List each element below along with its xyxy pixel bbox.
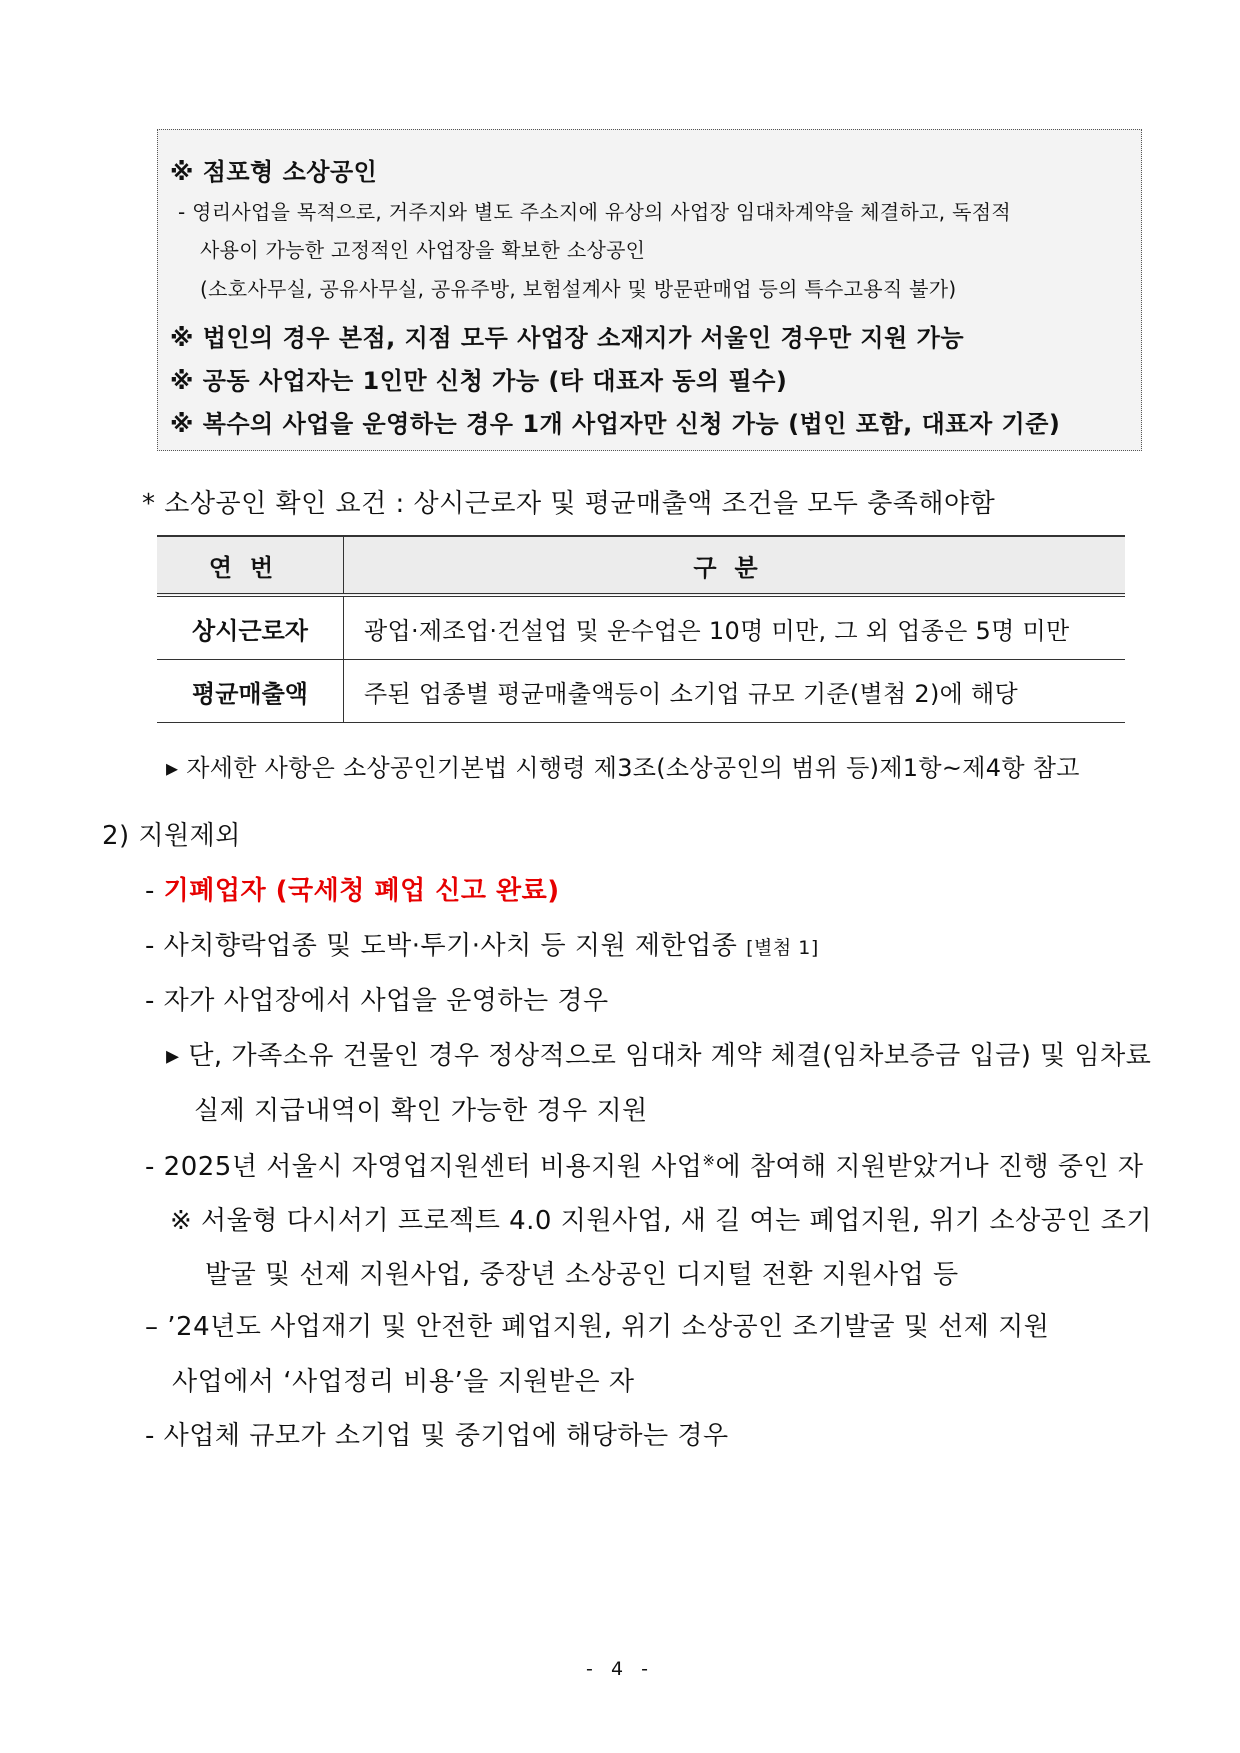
list-note-cont: 발굴 및 선제 지원사업, 중장년 소상공인 디지털 전환 지원사업 등 — [205, 1260, 959, 1290]
notice-desc-line3: (소호사무실, 공유사무실, 공유주방, 보험설계사 및 방문판매업 등의 특수고용직 불가) — [200, 277, 957, 301]
list-note: ※ 서울형 다시서기 프로젝트 4.0 지원사업, 새 길 여는 폐업지원, 위기 소상공인 조기 — [170, 1206, 1152, 1236]
requirements-note: * 소상공인 확인 요건 : 상시근로자 및 평균매출액 조건을 모두 충족해야함 — [142, 489, 996, 519]
notice-rule-1: ※ 법인의 경우 본점, 지점 모두 사업장 소재지가 서울인 경우만 지원 가능 — [170, 324, 965, 352]
notice-desc-line1: - 영리사업을 목적으로, 거주지와 별도 주소지에 유상의 사업장 임대차계약을 체결하고, 독점적 — [178, 200, 1011, 224]
list-item — [145, 925, 819, 962]
list-item — [145, 870, 560, 907]
footnote-mark: ※ — [702, 1151, 716, 1170]
notice-rule-3: ※ 복수의 사업을 운영하는 경우 1개 사업자만 신청 가능 (법인 포함, 대표자 기준) — [170, 410, 1061, 438]
reference-tag: [별첨 1] — [746, 937, 819, 959]
list-item: - 자가 사업장에서 사업을 운영하는 경우 — [145, 986, 609, 1016]
notice-title: ※ 점포형 소상공인 — [170, 158, 378, 186]
list-subitem: ▸ 단, 가족소유 건물인 경우 정상적으로 임대차 계약 체결(임차보증금 입금) 및 임차료 — [166, 1041, 1152, 1071]
list-subitem-cont: 실제 지급내역이 확인 가능한 경우 지원 — [194, 1096, 648, 1126]
list-item — [145, 1146, 1144, 1183]
table-row-value: 광업·제조업·건설업 및 운수업은 10명 미만, 그 외 업종은 5명 미만 — [344, 595, 1126, 660]
table-row-value: 주된 업종별 평균매출액등이 소기업 규모 기준(별첨 2)에 해당 — [344, 660, 1126, 723]
list-item-text: 에 참여해 지원받았거나 진행 중인 자 — [715, 1152, 1144, 1182]
list-item: - 사업체 규모가 소기업 및 중기업에 해당하는 경우 — [145, 1421, 729, 1451]
table-note: ▸ 자세한 사항은 소상공인기본법 시행령 제3조(소상공인의 범위 등)제1항~제4항 참고 — [166, 754, 1080, 782]
page-number: - 4 - — [586, 1658, 654, 1680]
table-header-category: 구분 — [344, 536, 1126, 595]
requirements-table — [157, 535, 1125, 723]
notice-rule-2: ※ 공동 사업자는 1인만 신청 가능 (타 대표자 동의 필수) — [170, 367, 788, 395]
notice-desc-line2: 사용이 가능한 고정적인 사업장을 확보한 소상공인 — [200, 238, 646, 262]
section-heading: 2) 지원제외 — [102, 821, 241, 851]
list-item-text: - 2025년 서울시 자영업지원센터 비용지원 사업 — [145, 1152, 703, 1182]
table-header-number: 연번 — [157, 536, 344, 595]
table-row — [157, 660, 1125, 723]
table-header-row — [157, 536, 1125, 595]
table-row — [157, 595, 1125, 660]
table-row-label: 평균매출액 — [157, 660, 344, 723]
list-item-cont: 사업에서 ‘사업정리 비용’을 지원받은 자 — [172, 1367, 635, 1397]
table-row-label: 상시근로자 — [157, 595, 344, 660]
list-item-text: - 사치향락업종 및 도박·투기·사치 등 지원 제한업종 — [145, 931, 738, 961]
list-item-highlight: 기폐업자 (국세청 폐업 신고 완료) — [163, 876, 560, 906]
list-item: – ’24년도 사업재기 및 안전한 폐업지원, 위기 소상공인 조기발굴 및 선제 지원 — [145, 1312, 1050, 1342]
list-dash: - — [145, 876, 155, 906]
